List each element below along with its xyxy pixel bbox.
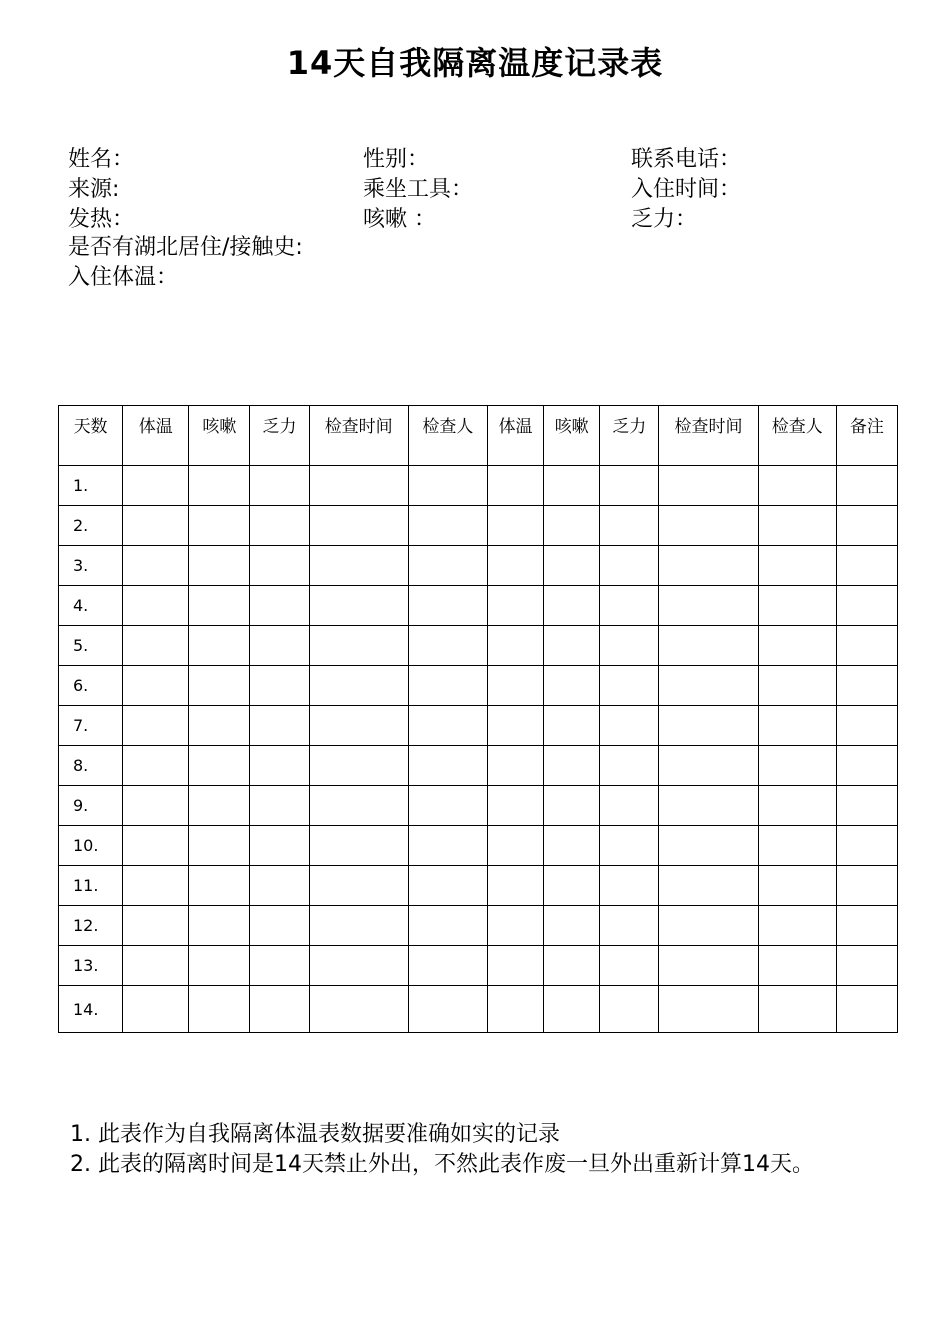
- column-header: 体温: [488, 406, 544, 466]
- record-cell[interactable]: [189, 546, 250, 586]
- record-cell[interactable]: [250, 906, 309, 946]
- column-header: 检查时间: [309, 406, 408, 466]
- record-cell[interactable]: [836, 866, 897, 906]
- record-cell[interactable]: [659, 746, 758, 786]
- record-cell[interactable]: [659, 986, 758, 1033]
- record-cell[interactable]: [600, 546, 659, 586]
- record-cell[interactable]: [309, 506, 408, 546]
- record-cell[interactable]: [309, 986, 408, 1033]
- column-header: 检查人: [758, 406, 836, 466]
- record-cell[interactable]: [123, 786, 189, 826]
- record-cell[interactable]: [836, 826, 897, 866]
- record-cell[interactable]: [309, 786, 408, 826]
- record-cell[interactable]: [836, 946, 897, 986]
- record-cell[interactable]: [544, 746, 600, 786]
- record-cell[interactable]: [544, 666, 600, 706]
- record-cell[interactable]: [488, 626, 544, 666]
- day-number: 8.: [59, 746, 123, 786]
- record-cell[interactable]: [123, 666, 189, 706]
- info-field-label: 联系电话：: [631, 147, 742, 172]
- record-cell[interactable]: [659, 666, 758, 706]
- info-field-label: 乏力：: [631, 207, 698, 232]
- record-cell[interactable]: [836, 506, 897, 546]
- record-cell[interactable]: [758, 466, 836, 506]
- table-row: [59, 706, 898, 746]
- table-row: [59, 506, 898, 546]
- record-cell[interactable]: [189, 866, 250, 906]
- record-cell[interactable]: [408, 546, 487, 586]
- record-cell[interactable]: [488, 586, 544, 626]
- record-cell[interactable]: [544, 506, 600, 546]
- record-cell[interactable]: [408, 786, 487, 826]
- record-cell[interactable]: [659, 826, 758, 866]
- record-cell[interactable]: [309, 666, 408, 706]
- record-cell[interactable]: [544, 826, 600, 866]
- record-cell[interactable]: [659, 626, 758, 666]
- record-cell[interactable]: [250, 626, 309, 666]
- record-cell[interactable]: [250, 866, 309, 906]
- column-header: 天数: [59, 406, 123, 466]
- info-field-label: 性别：: [363, 147, 430, 172]
- record-cell[interactable]: [250, 986, 309, 1033]
- record-cell[interactable]: [189, 706, 250, 746]
- table-row: [59, 586, 898, 626]
- record-cell[interactable]: [758, 986, 836, 1033]
- table-row: [59, 826, 898, 866]
- table-header-row: [59, 406, 898, 466]
- record-cell[interactable]: [123, 466, 189, 506]
- record-cell[interactable]: [488, 866, 544, 906]
- record-cell[interactable]: [123, 986, 189, 1033]
- table-row: [59, 866, 898, 906]
- record-cell[interactable]: [189, 826, 250, 866]
- record-cell[interactable]: [309, 546, 408, 586]
- table-row: [59, 986, 898, 1033]
- record-cell[interactable]: [488, 826, 544, 866]
- record-cell[interactable]: [123, 866, 189, 906]
- record-cell[interactable]: [600, 986, 659, 1033]
- info-field-label: 是否有湖北居住/接触史:: [68, 235, 303, 260]
- record-cell[interactable]: [600, 946, 659, 986]
- record-cell[interactable]: [189, 586, 250, 626]
- record-cell[interactable]: [189, 746, 250, 786]
- record-cell[interactable]: [488, 906, 544, 946]
- record-cell[interactable]: [250, 506, 309, 546]
- record-cell[interactable]: [836, 466, 897, 506]
- table-row: [59, 786, 898, 826]
- record-cell[interactable]: [408, 986, 487, 1033]
- info-row: [68, 263, 888, 293]
- record-cell[interactable]: [408, 466, 487, 506]
- record-cell[interactable]: [758, 746, 836, 786]
- record-cell[interactable]: [189, 506, 250, 546]
- record-cell[interactable]: [408, 906, 487, 946]
- day-number: 7.: [59, 706, 123, 746]
- info-row: [68, 233, 888, 263]
- table-row: [59, 746, 898, 786]
- day-number: 10.: [59, 826, 123, 866]
- column-header: 咳嗽: [189, 406, 250, 466]
- record-cell[interactable]: [758, 666, 836, 706]
- info-row: [68, 175, 888, 205]
- info-field-label: 姓名：: [68, 147, 135, 172]
- record-cell[interactable]: [488, 986, 544, 1033]
- record-cell[interactable]: [189, 946, 250, 986]
- day-number: 4.: [59, 586, 123, 626]
- column-header: 咳嗽: [544, 406, 600, 466]
- record-cell[interactable]: [544, 906, 600, 946]
- record-cell[interactable]: [544, 946, 600, 986]
- record-cell[interactable]: [408, 826, 487, 866]
- record-cell[interactable]: [250, 666, 309, 706]
- record-cell[interactable]: [836, 786, 897, 826]
- record-cell[interactable]: [659, 866, 758, 906]
- table-row: [59, 546, 898, 586]
- record-cell[interactable]: [123, 906, 189, 946]
- record-cell[interactable]: [836, 906, 897, 946]
- record-cell[interactable]: [488, 506, 544, 546]
- record-cell[interactable]: [309, 586, 408, 626]
- record-cell[interactable]: [488, 666, 544, 706]
- record-cell[interactable]: [836, 586, 897, 626]
- column-header: 检查时间: [659, 406, 758, 466]
- record-cell[interactable]: [250, 706, 309, 746]
- record-cell[interactable]: [758, 906, 836, 946]
- record-cell[interactable]: [488, 946, 544, 986]
- record-cell[interactable]: [250, 826, 309, 866]
- record-cell[interactable]: [309, 746, 408, 786]
- record-cell[interactable]: [758, 546, 836, 586]
- day-number: 14.: [59, 986, 123, 1033]
- record-cell[interactable]: [309, 946, 408, 986]
- record-cell[interactable]: [836, 626, 897, 666]
- record-cell[interactable]: [758, 826, 836, 866]
- record-cell[interactable]: [836, 986, 897, 1033]
- record-cell[interactable]: [659, 466, 758, 506]
- table-row: [59, 906, 898, 946]
- record-cell[interactable]: [659, 706, 758, 746]
- table-row: [59, 666, 898, 706]
- record-cell[interactable]: [600, 666, 659, 706]
- record-cell[interactable]: [600, 586, 659, 626]
- column-header: 备注: [836, 406, 897, 466]
- record-cell[interactable]: [189, 626, 250, 666]
- day-number: 2.: [59, 506, 123, 546]
- record-cell[interactable]: [600, 506, 659, 546]
- info-field-label: 咳嗽 ：: [363, 207, 436, 232]
- column-header: 检查人: [408, 406, 487, 466]
- record-cell[interactable]: [544, 786, 600, 826]
- record-cell[interactable]: [758, 946, 836, 986]
- record-cell[interactable]: [189, 906, 250, 946]
- info-row: [68, 205, 888, 235]
- record-cell[interactable]: [659, 906, 758, 946]
- record-cell[interactable]: [408, 746, 487, 786]
- record-cell[interactable]: [758, 786, 836, 826]
- record-cell[interactable]: [758, 626, 836, 666]
- record-cell[interactable]: [309, 826, 408, 866]
- record-cell[interactable]: [836, 666, 897, 706]
- record-cell[interactable]: [123, 506, 189, 546]
- table-row: [59, 946, 898, 986]
- record-cell[interactable]: [408, 946, 487, 986]
- record-cell[interactable]: [758, 506, 836, 546]
- day-number: 12.: [59, 906, 123, 946]
- record-cell[interactable]: [600, 746, 659, 786]
- column-header: 体温: [123, 406, 189, 466]
- info-row: [68, 145, 888, 175]
- record-cell[interactable]: [309, 466, 408, 506]
- record-cell[interactable]: [123, 706, 189, 746]
- record-cell[interactable]: [544, 466, 600, 506]
- record-cell[interactable]: [659, 946, 758, 986]
- day-number: 6.: [59, 666, 123, 706]
- record-cell[interactable]: [600, 866, 659, 906]
- record-cell[interactable]: [758, 706, 836, 746]
- info-field-label: 来源:: [68, 177, 120, 202]
- record-cell[interactable]: [189, 986, 250, 1033]
- info-field-label: 发热：: [68, 207, 135, 232]
- record-cell[interactable]: [488, 706, 544, 746]
- record-cell[interactable]: [488, 546, 544, 586]
- record-cell[interactable]: [309, 866, 408, 906]
- record-cell[interactable]: [309, 706, 408, 746]
- record-cell[interactable]: [408, 586, 487, 626]
- record-cell[interactable]: [600, 706, 659, 746]
- day-number: 9.: [59, 786, 123, 826]
- record-cell[interactable]: [600, 826, 659, 866]
- temperature-record-table: [58, 405, 898, 1033]
- record-cell[interactable]: [309, 626, 408, 666]
- record-cell[interactable]: [250, 586, 309, 626]
- record-cell[interactable]: [659, 586, 758, 626]
- column-header: 乏力: [600, 406, 659, 466]
- record-cell[interactable]: [123, 546, 189, 586]
- record-cell[interactable]: [600, 626, 659, 666]
- record-cell[interactable]: [123, 746, 189, 786]
- day-number: 5.: [59, 626, 123, 666]
- record-cell[interactable]: [189, 666, 250, 706]
- info-field-label: 入住时间：: [631, 177, 742, 202]
- record-cell[interactable]: [189, 786, 250, 826]
- record-cell[interactable]: [408, 506, 487, 546]
- record-cell[interactable]: [836, 706, 897, 746]
- day-number: 1.: [59, 466, 123, 506]
- record-cell[interactable]: [544, 586, 600, 626]
- table-row: [59, 626, 898, 666]
- record-cell[interactable]: [659, 506, 758, 546]
- record-cell[interactable]: [250, 786, 309, 826]
- record-cell[interactable]: [836, 546, 897, 586]
- note-line: 1. 此表作为自我隔离体温表数据要准确如实的记录: [70, 1122, 560, 1147]
- record-cell[interactable]: [600, 906, 659, 946]
- record-cell[interactable]: [544, 546, 600, 586]
- record-cell[interactable]: [408, 866, 487, 906]
- record-cell[interactable]: [408, 666, 487, 706]
- record-cell[interactable]: [408, 706, 487, 746]
- day-number: 13.: [59, 946, 123, 986]
- note-line: 2. 此表的隔离时间是14天禁止外出，不然此表作废一旦外出重新计算14天。: [70, 1152, 814, 1177]
- info-field-label: 入住体温：: [68, 265, 179, 290]
- record-cell[interactable]: [309, 906, 408, 946]
- day-number: 11.: [59, 866, 123, 906]
- record-cell[interactable]: [123, 826, 189, 866]
- record-cell[interactable]: [544, 866, 600, 906]
- info-field-label: 乘坐工具：: [363, 177, 474, 202]
- record-cell[interactable]: [758, 586, 836, 626]
- record-cell[interactable]: [123, 586, 189, 626]
- notes-section: [70, 1120, 900, 1180]
- column-header: 乏力: [250, 406, 309, 466]
- day-number: 3.: [59, 546, 123, 586]
- page-title: 14天自我隔离温度记录表: [286, 44, 664, 82]
- record-cell[interactable]: [600, 466, 659, 506]
- record-cell[interactable]: [250, 946, 309, 986]
- record-cell[interactable]: [544, 986, 600, 1033]
- record-cell[interactable]: [250, 746, 309, 786]
- record-cell[interactable]: [250, 466, 309, 506]
- record-cell[interactable]: [758, 866, 836, 906]
- table-row: [59, 466, 898, 506]
- record-cell[interactable]: [544, 626, 600, 666]
- record-cell[interactable]: [250, 546, 309, 586]
- record-cell[interactable]: [488, 466, 544, 506]
- record-cell[interactable]: [408, 626, 487, 666]
- record-cell[interactable]: [659, 546, 758, 586]
- record-cell[interactable]: [836, 746, 897, 786]
- record-cell[interactable]: [544, 706, 600, 746]
- record-cell[interactable]: [123, 946, 189, 986]
- record-cell[interactable]: [123, 626, 189, 666]
- record-cell[interactable]: [659, 786, 758, 826]
- record-cell[interactable]: [189, 466, 250, 506]
- record-cell[interactable]: [600, 786, 659, 826]
- record-cell[interactable]: [488, 746, 544, 786]
- record-cell[interactable]: [488, 786, 544, 826]
